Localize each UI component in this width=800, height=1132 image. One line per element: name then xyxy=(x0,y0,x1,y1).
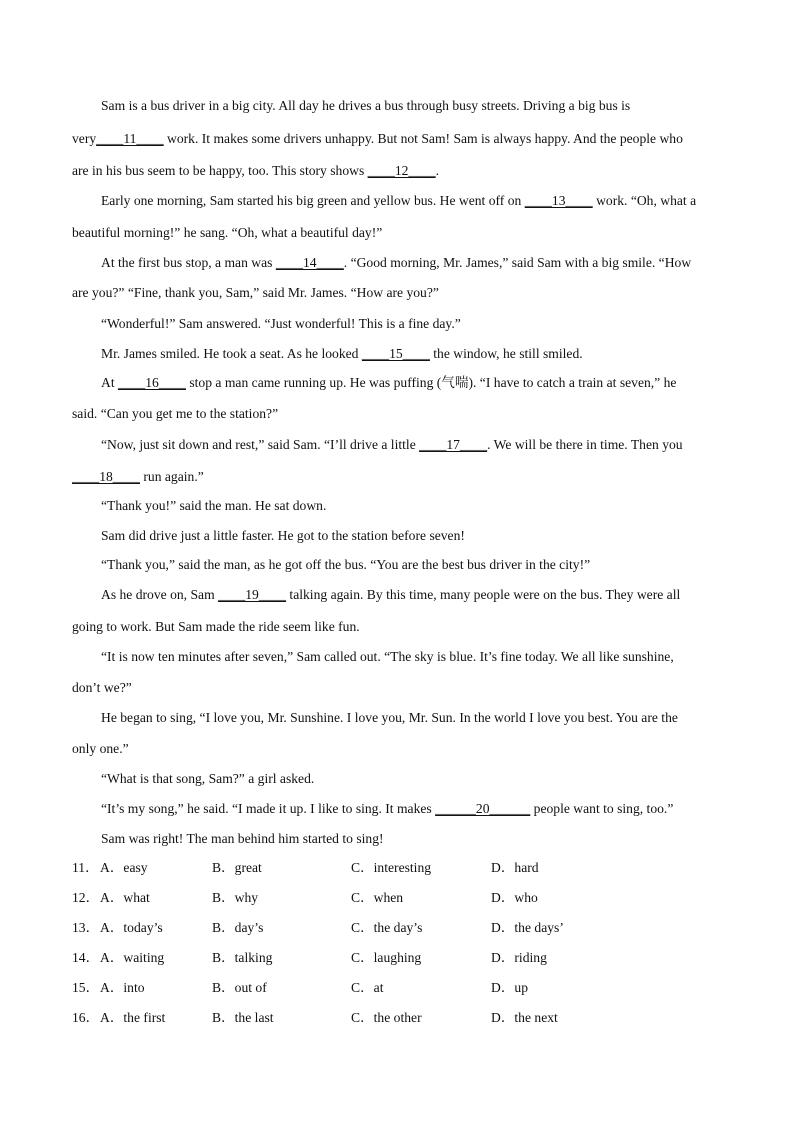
passage-line: “It is now ten minutes after seven,” Sam called out. “The sky is blue. It’s fine today. We all like sunshine, xyxy=(101,649,674,664)
passage-line: only one.” xyxy=(72,741,129,756)
option-a[interactable]: A．what xyxy=(100,890,150,905)
blank-16: ____16____ xyxy=(118,375,186,390)
passage-line: are you?” “Fine, thank you, Sam,” said Mr. James. “How are you?” xyxy=(72,285,439,300)
option-c[interactable]: C．when xyxy=(351,890,404,905)
passage-line: “What is that song, Sam?” a girl asked. xyxy=(101,771,315,786)
passage-line: “It’s my song,” he said. “I made it up. I like to sing. It makes ______20______ people want to sing, too.” xyxy=(101,801,674,816)
passage-line: going to work. But Sam made the ride seem like fun. xyxy=(72,619,360,634)
passage-line: ____18____ run again.” xyxy=(72,469,204,484)
option-d[interactable]: D．the days’ xyxy=(491,920,564,935)
passage-line: Early one morning, Sam started his big green and yellow bus. He went off on ____13____ work. “Oh, what a xyxy=(101,193,697,208)
option-b[interactable]: B．talking xyxy=(212,950,273,965)
blank-13: ____13____ xyxy=(524,193,593,208)
passage-line: very____11____ work. It makes some drivers unhappy. But not Sam! Sam is always happy. And the people who xyxy=(72,131,683,146)
passage-line: “Now, just sit down and rest,” said Sam. “I’ll drive a little ____17____. We will be there in time. Then you xyxy=(101,437,683,452)
option-a[interactable]: A．today’s xyxy=(100,920,163,935)
passage-line: Sam is a bus driver in a big city. All day he drives a bus through busy streets. Driving a big bus is xyxy=(101,98,631,113)
option-d[interactable]: D．who xyxy=(491,890,538,905)
passage-line: Sam was right! The man behind him started to sing! xyxy=(101,831,384,846)
question-number: 12． xyxy=(72,890,100,905)
option-b[interactable]: B．the last xyxy=(212,1010,274,1025)
question-number: 15． xyxy=(72,980,100,995)
blank-11: ____11____ xyxy=(96,131,164,146)
blank-19: ____19____ xyxy=(218,587,287,602)
passage-line: beautiful morning!” he sang. “Oh, what a beautiful day!” xyxy=(72,225,383,240)
blank-17: ____17____ xyxy=(419,437,488,452)
option-a[interactable]: A．into xyxy=(100,980,145,995)
passage-line: He began to sing, “I love you, Mr. Sunshine. I love you, Mr. Sun. In the world I love you best. You are the xyxy=(101,710,678,725)
question-number: 11． xyxy=(72,860,99,875)
passage-line: At ____16____ stop a man came running up. He was puffing (气喘). “I have to catch a train at seven,” he xyxy=(101,375,677,390)
option-c[interactable]: C．at xyxy=(351,980,384,995)
passage-line: are in his bus seem to be happy, too. This story shows ____12____. xyxy=(72,163,440,178)
blank-14: ____14____ xyxy=(275,255,344,270)
passage-line: As he drove on, Sam ____19____ talking again. By this time, many people were on the bus. They were all xyxy=(101,587,681,602)
option-a[interactable]: A．the first xyxy=(100,1010,166,1025)
option-c[interactable]: C．the day’s xyxy=(351,920,423,935)
blank-18: ____18____ xyxy=(72,469,140,484)
passage-line: “Thank you!” said the man. He sat down. xyxy=(101,498,327,513)
blank-15: ____15____ xyxy=(361,346,430,361)
option-b[interactable]: B．day’s xyxy=(212,920,264,935)
option-b[interactable]: B．great xyxy=(212,860,262,875)
option-c[interactable]: C．interesting xyxy=(351,860,432,875)
passage-line: “Wonderful!” Sam answered. “Just wonderful! This is a fine day.” xyxy=(101,316,461,331)
option-b[interactable]: B．why xyxy=(212,890,259,905)
blank-12: ____12____ xyxy=(367,163,436,178)
option-d[interactable]: D．hard xyxy=(491,860,539,875)
passage-line: “Thank you,” said the man, as he got off the bus. “You are the best bus driver in the city!” xyxy=(101,557,591,572)
question-number: 16． xyxy=(72,1010,100,1025)
option-a[interactable]: A．easy xyxy=(100,860,148,875)
option-d[interactable]: D．the next xyxy=(491,1010,558,1025)
option-c[interactable]: C．laughing xyxy=(351,950,422,965)
passage-line: Sam did drive just a little faster. He got to the station before seven! xyxy=(101,528,465,543)
passage-line: said. “Can you get me to the station?” xyxy=(72,406,279,421)
option-b[interactable]: B．out of xyxy=(212,980,267,995)
passage-line: At the first bus stop, a man was ____14____. “Good morning, Mr. James,” said Sam with a big smile. “How xyxy=(101,255,692,270)
option-d[interactable]: D．up xyxy=(491,980,529,995)
passage-line: don’t we?” xyxy=(72,680,132,695)
question-number: 14． xyxy=(72,950,100,965)
blank-20: ______20______ xyxy=(435,801,531,816)
option-c[interactable]: C．the other xyxy=(351,1010,422,1025)
option-a[interactable]: A．waiting xyxy=(100,950,165,965)
passage-line: Mr. James smiled. He took a seat. As he looked ____15____ the window, he still smiled. xyxy=(101,346,583,361)
question-number: 13． xyxy=(72,920,100,935)
option-d[interactable]: D．riding xyxy=(491,950,547,965)
